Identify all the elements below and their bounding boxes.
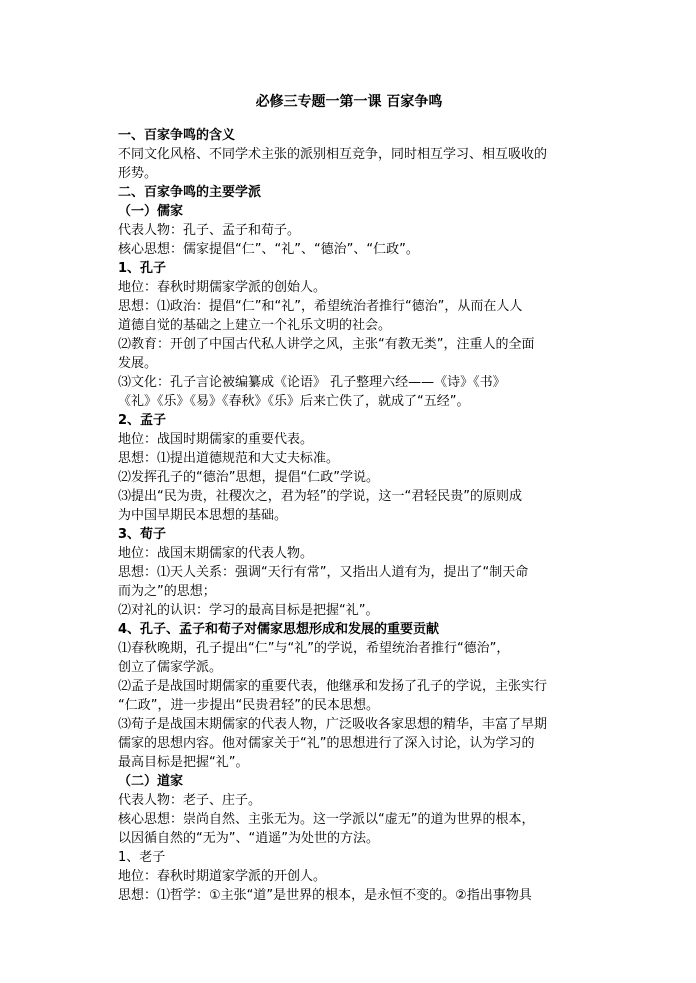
text-line: ⑵发挥孔子的“德治”思想，提倡“仁政”学说。 xyxy=(118,470,379,485)
section-heading: 一、百家争鸣的含义 xyxy=(118,128,236,143)
text-line: 地位：战国末期儒家的代表人物。 xyxy=(118,546,314,561)
text-line: 不同文化风格、不同学术主张的派别相互竞争，同时相互学习、相互吸收的 xyxy=(118,147,548,162)
text-line: 发展。 xyxy=(118,356,158,371)
text-line: 地位：战国时期儒家的重要代表。 xyxy=(118,432,314,447)
text-line: 儒家的思想内容。他对儒家关于“礼”的思想进行了深入讨论，认为学习的 xyxy=(118,736,535,751)
text-line: 《礼》《乐》《易》《春秋》《乐》后来亡佚了，就成了“五经”。 xyxy=(118,394,470,409)
text-line: 道德自觉的基础之上建立一个礼乐文明的社会。 xyxy=(118,318,392,333)
section-heading: 1、孔子 xyxy=(118,261,167,276)
text-line: ⑶荀子是战国末期儒家的代表人物，广泛吸收各家思想的精华，丰富了早期 xyxy=(118,717,548,732)
text-line: 思想：⑴政治：提倡“仁”和“礼”，希望统治者推行“德治”，从而在人人 xyxy=(118,299,523,314)
document-body xyxy=(118,126,580,905)
text-line: ⑴春秋晚期，孔子提出“仁”与“礼”的学说，希望统治者推行“德治”， xyxy=(118,641,510,656)
document-title: 必修三专题一第一课 百家争鸣 xyxy=(255,94,443,110)
text-line: 创立了儒家学派。 xyxy=(118,660,223,675)
text-line: 1、老子 xyxy=(118,850,166,865)
section-heading: 3、荀子 xyxy=(118,527,167,542)
text-line: 核心思想：崇尚自然、主张无为。这一学派以“虚无”的道为世界的根本， xyxy=(118,812,535,827)
text-line: ⑵教育：开创了中国古代私人讲学之风，主张“有教无类”，注重人的全面 xyxy=(118,337,535,352)
section-heading: 二、百家争鸣的主要学派 xyxy=(118,185,262,200)
text-line: 代表人物：老子、庄子。 xyxy=(118,793,262,808)
text-line: 最高目标是把握“礼”。 xyxy=(118,755,249,770)
section-heading: 4、孔子、孟子和荀子对儒家思想形成和发展的重要贡献 xyxy=(118,622,440,637)
text-line: ⑵孟子是战国时期儒家的重要代表，他继承和发扬了孔子的学说，主张实行 xyxy=(118,679,548,694)
text-line: 思想：⑴提出道德规范和大丈夫标准。 xyxy=(118,451,340,466)
text-line: ⑵对礼的认识：学习的最高目标是把握“礼”。 xyxy=(118,603,379,618)
section-heading: （一）儒家 xyxy=(118,204,184,219)
text-line: “仁政”，进一步提出“民贵君轻”的民本思想。 xyxy=(118,698,379,713)
section-heading: 2、孟子 xyxy=(118,413,167,428)
text-line: 形势。 xyxy=(118,166,158,181)
text-line: ⑶文化：孔子言论被编纂成《论语》 孔子整理六经——《诗》《书》 xyxy=(118,375,506,390)
text-line: 思想：⑴天人关系：强调“天行有常”，又指出人道有为，提出了“制天命 xyxy=(118,565,529,580)
section-heading: （二）道家 xyxy=(118,774,184,789)
text-line: 思想：⑴哲学：①主张“道”是世界的根本，是永恒不变的。②指出事物具 xyxy=(118,888,532,903)
text-line: 而为之”的思想； xyxy=(118,584,216,599)
text-line: 以因循自然的“无为”、“逍遥”为处世的方法。 xyxy=(118,831,379,846)
document-page xyxy=(118,92,580,905)
text-line: 核心思想：儒家提倡“仁”、“礼”、“德治”、“仁政”。 xyxy=(118,242,419,257)
text-line: 代表人物：孔子、孟子和荀子。 xyxy=(118,223,301,238)
text-line: 为中国早期民本思想的基础。 xyxy=(118,508,288,523)
text-line: 地位：春秋时期儒家学派的创始人。 xyxy=(118,280,327,295)
text-line: ⑶提出“民为贵，社稷次之，君为轻”的学说，这一“君轻民贵”的原则成 xyxy=(118,489,522,504)
text-line: 地位：春秋时期道家学派的开创人。 xyxy=(118,869,327,884)
